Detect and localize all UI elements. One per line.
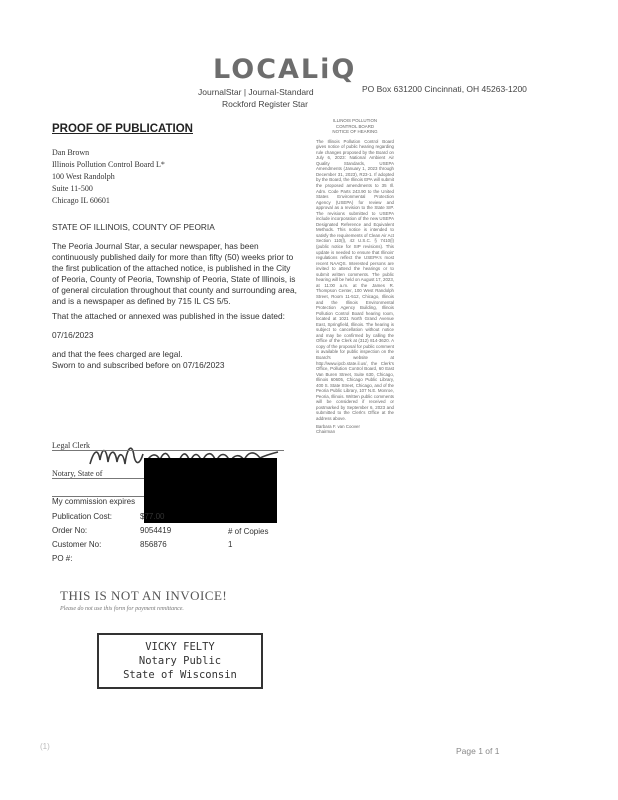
stamp-line: Notary Public (138, 655, 222, 667)
customer-no-label: Customer No: (52, 540, 102, 549)
corner-mark: (1) (40, 742, 50, 751)
page-number: Page 1 of 1 (456, 746, 500, 756)
publication-cost-label: Publication Cost: (52, 512, 113, 521)
address-line: Illinois Pollution Control Board L* (52, 160, 165, 169)
commission-label: My commission expires (52, 497, 136, 506)
notary-label: Notary, State of (52, 469, 103, 478)
address-line: Suite 11-500 (52, 184, 93, 193)
notary-stamp (97, 633, 263, 689)
state-county-line: STATE OF ILLINOIS, COUNTY OF PEORIA (52, 222, 215, 232)
order-no-label: Order No: (52, 526, 88, 535)
copies-label: # of Copies (228, 527, 269, 536)
statement-line: and is a newspaper as defined by 715 IL CS 5/5. (52, 296, 231, 306)
po-label: PO #: (52, 554, 73, 563)
issue-date: 07/16/2023 (52, 330, 94, 340)
stamp-line: State of Wisconsin (123, 669, 237, 681)
notary-signature-line (52, 478, 144, 479)
fees-line: and that the fees charged are legal. (52, 349, 183, 359)
publication-cost-value: $77.00 (140, 512, 165, 521)
stamp-line: VICKY FELTY (145, 641, 215, 653)
statement-line: continuously published daily for more than fifty (50) weeks prior to (52, 252, 294, 262)
publications-line-2: Rockford Register Star (222, 99, 308, 109)
copies-value: 1 (228, 540, 233, 549)
clerk-signature-line (52, 450, 284, 451)
publications-line-1: JournalStar | Journal-Standard (198, 87, 314, 97)
statement-line: of general circulation throughout that county and surrounding area, (52, 285, 297, 295)
not-invoice-warning: THIS IS NOT AN INVOICE! (60, 588, 228, 603)
notice-heading-line: NOTICE OF HEARING (332, 129, 378, 135)
address-line: Dan Brown (52, 148, 90, 157)
legal-notice-clipping (316, 118, 394, 435)
notice-signer-title: Chairman (316, 429, 336, 435)
order-no-value: 9054419 (140, 526, 172, 535)
po-box-address: PO Box 631200 Cincinnati, OH 45263-1200 (362, 84, 527, 94)
localiq-logo: LOCALiQ (213, 54, 357, 85)
statement-line: the first publication of the attached notice, is published in the City (52, 263, 291, 273)
notice-signer: Barbara F. van Coover (316, 423, 360, 429)
notice-body: The Illinois Pollution Control Board gives notice of public hearing regarding rule changes proposed by the Board on July 6, 2023: National Ambient Air Quality Standards, USEPA Amendments (January 1, 2023 through December 31, 2023), R23-1. If adopted by the Board, the Illinois EPA will submit the proposed amendments to 35 Ill. Adm. Code Parts 243.90 to the United States Environmental Protection Agency (USEPA) for review and approval as a revision to the State SIP. The revisions submitted to USEPA include incorporation of the new USEPA Designated Reference and Equivalent Methods. This notice is intended to satisfy the requirements of Clean Air Act Section 110(l), 42 U.S.C. § 7410(l) (public notice for SIP revisions). This update is needed to ensure that Illinois' regulations reflect the USEPA's most recent NAAQS. Interested persons are invited to attend the hearings or to submit written comments. The public hearing will be held on August 17, 2023, at 11:00 a.m. at the James R. Thompson Center, 100 West Randolph Street, Room 11-512, Chicago, Illinois and the Illinois Environmental Protection Agency Building, Illinois Pollution Control Board hearing room, located at 1021 North Grand Avenue East, Springfield, Illinois. The hearing is subject to cancellation without notice and may be confirmed by calling the Office of the Clerk at (312) 814-3620. A copy of the proposal for public comment is available for public inspection on the Board's website at http://www.ipcb.state.il.us/, the Clerk's Office, Pollution Control Board, 60 East Van Buren Street, Suite 630, Chicago, Illinois 60605, Chicago Public Library, 400 S. State Street, Chicago, and of the Peoria Public Library, 107 N.E. Monroe, Peoria, Illinois. Written public comments will be considered if received or postmarked by September 6, 2023 and submitted to the Clerk's Office at the address above. (316, 138, 394, 421)
sworn-line: Sworn to and subscribed before on 07/16/2023 (52, 360, 225, 370)
legal-clerk-label: Legal Clerk (52, 441, 90, 450)
statement-line: The Peoria Journal Star, a secular newspaper, has been (52, 241, 259, 251)
published-line: That the attached or annexed was published in the issue dated: (52, 311, 285, 321)
address-line: 100 West Randolph (52, 172, 115, 181)
statement-line: of Peoria, County of Peoria, Township of Peoria, State of Illinois, is (52, 274, 296, 284)
notice-heading-line: CONTROL BOARD (335, 123, 375, 129)
page-title: PROOF OF PUBLICATION (52, 123, 193, 135)
address-line: Chicago IL 60601 (52, 196, 110, 205)
payment-note: Please do not use this form for payment remittance. (60, 606, 184, 612)
notice-heading-line: ILLINOIS POLLUTION (332, 118, 378, 123)
customer-no-value: 856876 (140, 540, 167, 549)
